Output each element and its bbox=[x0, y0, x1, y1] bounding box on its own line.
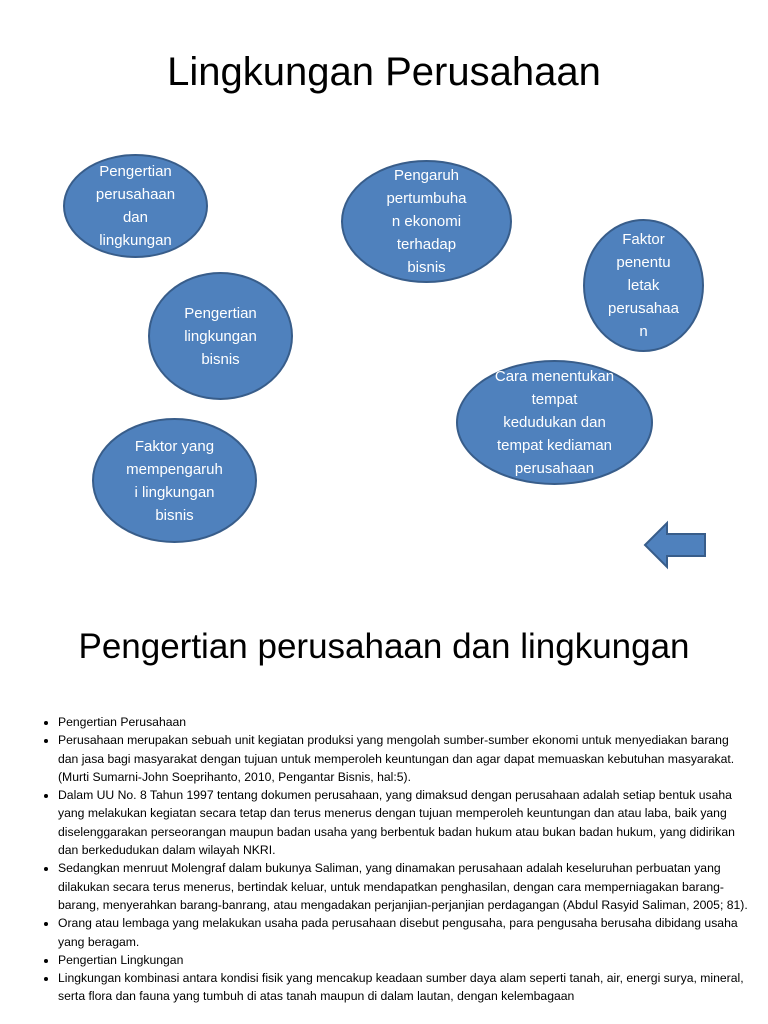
list-item: • Pengertian Lingkungan bbox=[58, 951, 748, 969]
slide-title: Lingkungan Perusahaan bbox=[167, 50, 601, 94]
list-item: • Orang atau lembaga yang melakukan usaha pada perusahaan disebut pengusaha, para pengusaha berusaha dibidang usaha yang beragam. bbox=[58, 914, 748, 951]
oval-pengaruh-pertumbuhan[interactable] bbox=[341, 160, 512, 283]
list-item: • Perusahaan merupakan sebuah unit kegiatan produksi yang mengolah sumber-sumber ekonomi untuk menyediakan barang dan jasa bagi masyarakat dengan tujuan untuk memperoleh keuntungan dan agar dapat memuaskan kebutuhan masyarakat. (Murti Sumarni-John Soeprihanto, 2010, Pengantar Bisnis, hal:5). bbox=[58, 731, 748, 786]
oval-label: Faktor yang mempengaruh i lingkungan bisnis bbox=[126, 437, 223, 524]
oval-faktor-penentu-letak[interactable] bbox=[583, 219, 704, 352]
list-item: • Sedangkan menruut Molengraf dalam bukunya Saliman, yang dinamakan perusahaan adalah keseluruhan perbuatan yang dilakukan secara terus menerus, bertindak keluar, untuk mendapatkan penghasilan, dengan cara memperniagakan barang-barang, menyerahkan barang-banrang, atau mengadakan perjanjian-perjanjian perdagangan (Abdul Rasyid Saliman, 2005; 81). bbox=[58, 859, 748, 914]
oval-pengertian-lingkungan-bisnis[interactable] bbox=[148, 272, 293, 400]
bullet-list bbox=[42, 713, 748, 1006]
left-arrow-icon[interactable] bbox=[643, 520, 707, 570]
slide-title: Pengertian perusahaan dan lingkungan bbox=[78, 627, 690, 666]
oval-pengertian-perusahaan[interactable] bbox=[63, 154, 208, 258]
oval-faktor-mempengaruhi[interactable] bbox=[92, 418, 257, 543]
oval-label: Pengertian lingkungan bisnis bbox=[184, 304, 257, 368]
list-item: • Lingkungan kombinasi antara kondisi fisik yang mencakup keadaan sumber daya alam seperti tanah, air, energi surya, mineral, serta flora dan fauna yang tumbuh di atas tanah maupun di dalam lautan, dengan kelembagaan bbox=[58, 969, 748, 1006]
list-item: • Pengertian Perusahaan bbox=[58, 713, 748, 731]
oval-label: Pengertian perusahaan dan lingkungan bbox=[95, 163, 176, 249]
oval-label: Faktor penentu letak perusahaa n bbox=[608, 231, 679, 340]
oval-label: Pengaruh pertumbuha n ekonomi terhadap bisnis bbox=[386, 167, 467, 276]
slide-pengertian-perusahaan bbox=[0, 605, 768, 1024]
list-item: • Dalam UU No. 8 Tahun 1997 tentang dokumen perusahaan, yang dimaksud dengan perusahaan adalah setiap bentuk usaha yang melakukan kegiatan secara tetap dan terus menerus dengan tujuan memperoleh keuntungan dan atau laba, baik yang diselenggarakan perseorangan maupun badan usaha yang berbentuk badan hukum atau bukan badan hukum, yang didirikan dan berkedudukan dalam wilayah NKRI. bbox=[58, 786, 748, 859]
oval-label: Cara menentukan tempat kedudukan dan tempat kediaman perusahaan bbox=[494, 368, 615, 477]
oval-cara-menentukan-tempat[interactable] bbox=[456, 360, 653, 485]
